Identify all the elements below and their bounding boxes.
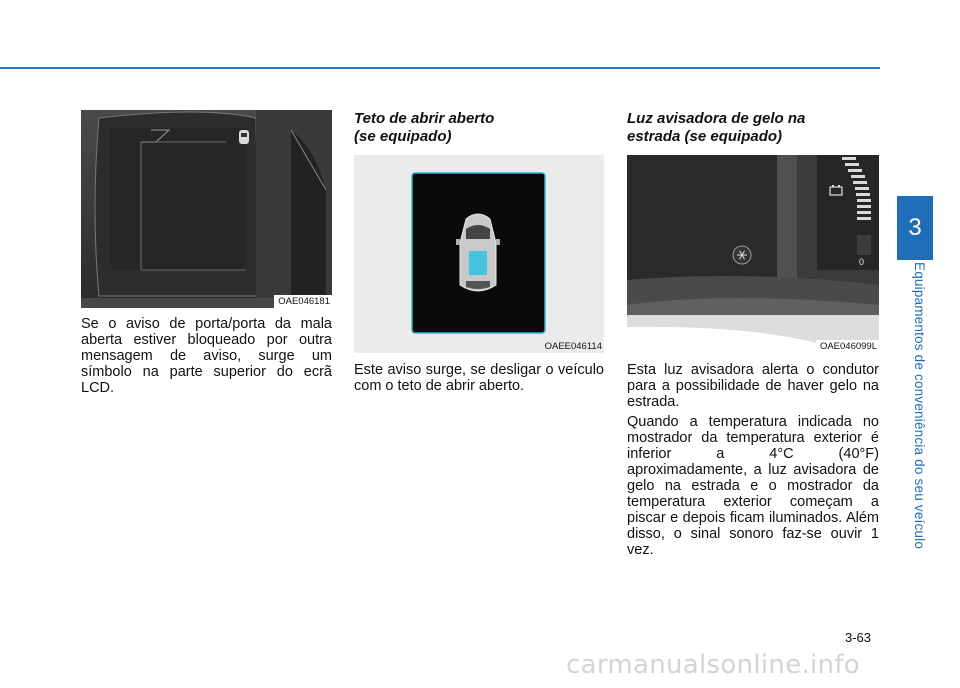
gauge-label: 0 <box>859 257 865 267</box>
ice-heading-line2: estrada (se equipado) <box>627 128 783 145</box>
sunroof-display <box>354 155 604 353</box>
watermark: carmanualsonline.info <box>566 650 861 680</box>
chapter-title: Equipamentos de conveniência do seu veículo <box>912 262 927 550</box>
cluster-door-warning-figure <box>81 110 332 308</box>
ice-warning-heading <box>627 110 879 146</box>
ice-warning-figure <box>627 155 879 353</box>
figure-code: OAE046099L <box>816 340 879 353</box>
col1-paragraph: Se o aviso de porta/porta da mala aberta estiver bloqueado por outra mensagem de aviso, surge um símbolo na parte superior do ecrã LCD. <box>81 316 332 396</box>
snowflake-icon <box>733 246 751 264</box>
header-rule <box>0 67 880 69</box>
page-number: 3-63 <box>845 630 872 645</box>
sunroof-heading-line1: Teto de abrir aberto <box>354 110 495 127</box>
figure-code: OAE046181 <box>274 295 332 308</box>
sunroof-heading-line2: (se equipado) <box>354 128 452 145</box>
col2-paragraph: Este aviso surge, se desligar o veículo com o teto de abrir aberto. <box>354 362 604 394</box>
col3-paragraph-1: Esta luz avisadora alerta o condutor para a possibilidade de haver gelo na estrada. <box>627 362 879 410</box>
cluster-illustration <box>81 110 332 308</box>
sunroof-warning-figure <box>354 155 604 353</box>
door-open-icon <box>239 130 249 144</box>
sunroof-heading <box>354 110 604 146</box>
col3-paragraph-2: Quando a temperatura indicada no mostrador da temperatura exterior é inferior a 4°C (40°F) aproximadamente, a luz avisadora de gelo na estrada e o mostrador da temperatura exterior começam a piscar e depois ficam iluminados. Além disso, o sinal sonoro faz-se ouvir 1 vez. <box>627 414 879 558</box>
chapter-number-tab: 3 <box>897 196 933 260</box>
ice-cluster-illustration <box>627 155 879 353</box>
ice-heading-line1: Luz avisadora de gelo na <box>627 110 806 127</box>
figure-code: OAEE046114 <box>541 340 604 353</box>
